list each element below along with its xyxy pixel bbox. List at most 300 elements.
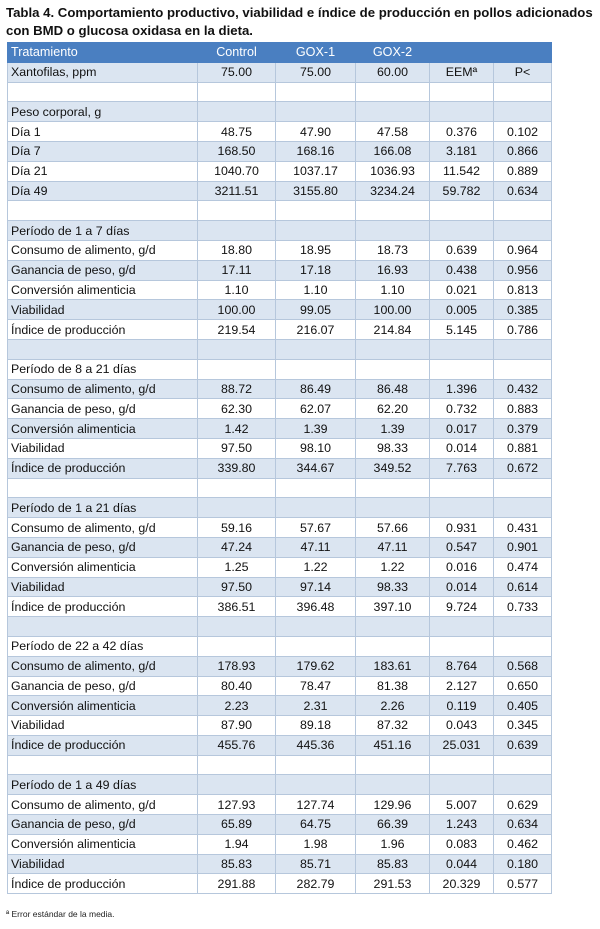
cell-eem: 7.763 <box>430 458 494 478</box>
cell-gox-1 <box>276 102 356 122</box>
cell-gox-2: 451.16 <box>356 735 430 755</box>
cell-treatment: Conversión alimenticia <box>8 557 198 577</box>
table-row <box>8 577 552 597</box>
cell-control: 1.10 <box>198 280 276 300</box>
cell-p-value <box>494 636 552 656</box>
cell-gox-2: 2.26 <box>356 696 430 716</box>
cell-eem: 0.014 <box>430 577 494 597</box>
cell-gox-1: 1.10 <box>276 280 356 300</box>
cell-gox-1 <box>276 221 356 241</box>
cell-treatment: Viabilidad <box>8 716 198 736</box>
cell-eem <box>430 43 494 63</box>
cell-eem: 0.639 <box>430 240 494 260</box>
cell-treatment: Período de 1 a 7 días <box>8 221 198 241</box>
cell-gox-1: 1.98 <box>276 834 356 854</box>
cell-treatment: Índice de producción <box>8 874 198 894</box>
cell-eem: 0.017 <box>430 419 494 439</box>
cell-treatment <box>8 82 198 102</box>
cell-control: 386.51 <box>198 597 276 617</box>
cell-gox-1: 168.16 <box>276 141 356 161</box>
table-row <box>8 379 552 399</box>
cell-eem: 8.764 <box>430 656 494 676</box>
cell-gox-1: 1.39 <box>276 419 356 439</box>
cell-treatment: Ganancia de peso, g/d <box>8 676 198 696</box>
cell-p-value: 0.634 <box>494 815 552 835</box>
cell-treatment: Período de 8 a 21 días <box>8 359 198 379</box>
cell-gox-1: 18.95 <box>276 240 356 260</box>
cell-gox-1: 62.07 <box>276 399 356 419</box>
cell-gox-2: 291.53 <box>356 874 430 894</box>
cell-treatment: Peso corporal, g <box>8 102 198 122</box>
cell-eem: 0.005 <box>430 300 494 320</box>
cell-gox-1 <box>276 201 356 221</box>
cell-gox-1 <box>276 775 356 795</box>
cell-treatment: Conversión alimenticia <box>8 280 198 300</box>
table-row <box>8 201 552 221</box>
cell-control: 339.80 <box>198 458 276 478</box>
cell-gox-1: GOX-1 <box>276 43 356 63</box>
cell-gox-2: 349.52 <box>356 458 430 478</box>
cell-gox-1 <box>276 617 356 637</box>
table-row <box>8 458 552 478</box>
cell-gox-2: 129.96 <box>356 795 430 815</box>
cell-p-value <box>494 102 552 122</box>
table-header-row <box>8 43 552 63</box>
cell-control: 80.40 <box>198 676 276 696</box>
cell-gox-2: 100.00 <box>356 300 430 320</box>
cell-gox-2: 183.61 <box>356 656 430 676</box>
data-table <box>7 42 552 894</box>
cell-control <box>198 755 276 775</box>
cell-treatment: Viabilidad <box>8 438 198 458</box>
cell-p-value <box>494 755 552 775</box>
table-row <box>8 557 552 577</box>
table-row <box>8 735 552 755</box>
cell-eem: 0.931 <box>430 518 494 538</box>
table-row <box>8 755 552 775</box>
cell-gox-1 <box>276 636 356 656</box>
cell-p-value <box>494 82 552 102</box>
table-row <box>8 597 552 617</box>
cell-eem <box>430 478 494 498</box>
cell-gox-2: 18.73 <box>356 240 430 260</box>
cell-p-value: 0.629 <box>494 795 552 815</box>
cell-treatment: Día 1 <box>8 122 198 142</box>
cell-p-value: 0.813 <box>494 280 552 300</box>
cell-gox-1: 89.18 <box>276 716 356 736</box>
cell-control: 18.80 <box>198 240 276 260</box>
cell-treatment: Ganancia de peso, g/d <box>8 537 198 557</box>
cell-p-value: 0.568 <box>494 656 552 676</box>
cell-eem <box>430 775 494 795</box>
cell-eem <box>430 617 494 637</box>
cell-control: 59.16 <box>198 518 276 538</box>
cell-gox-1: 216.07 <box>276 320 356 340</box>
cell-gox-2: 1.22 <box>356 557 430 577</box>
cell-treatment: Día 49 <box>8 181 198 201</box>
cell-eem: EEMª <box>430 62 494 82</box>
table-row <box>8 518 552 538</box>
cell-eem: 1.243 <box>430 815 494 835</box>
cell-gox-1 <box>276 359 356 379</box>
cell-p-value: 0.733 <box>494 597 552 617</box>
cell-p-value <box>494 498 552 518</box>
cell-gox-1: 98.10 <box>276 438 356 458</box>
table-row <box>8 419 552 439</box>
cell-gox-1: 2.31 <box>276 696 356 716</box>
cell-treatment: Consumo de alimento, g/d <box>8 795 198 815</box>
cell-p-value: 0.786 <box>494 320 552 340</box>
cell-gox-2: 1.96 <box>356 834 430 854</box>
cell-gox-2 <box>356 339 430 359</box>
cell-control: 178.93 <box>198 656 276 676</box>
cell-eem <box>430 201 494 221</box>
cell-eem <box>430 339 494 359</box>
cell-p-value: 0.964 <box>494 240 552 260</box>
table-row <box>8 161 552 181</box>
cell-gox-2: 98.33 <box>356 438 430 458</box>
cell-control: 85.83 <box>198 854 276 874</box>
cell-eem: 0.083 <box>430 834 494 854</box>
cell-treatment: Índice de producción <box>8 320 198 340</box>
cell-control: 1.25 <box>198 557 276 577</box>
cell-treatment: Ganancia de peso, g/d <box>8 815 198 835</box>
cell-treatment: Período de 1 a 49 días <box>8 775 198 795</box>
cell-gox-1: 99.05 <box>276 300 356 320</box>
cell-control: 1.42 <box>198 419 276 439</box>
cell-treatment: Día 21 <box>8 161 198 181</box>
cell-p-value <box>494 43 552 63</box>
cell-eem <box>430 221 494 241</box>
cell-treatment: Viabilidad <box>8 854 198 874</box>
table-row <box>8 537 552 557</box>
cell-gox-1 <box>276 339 356 359</box>
cell-treatment: Ganancia de peso, g/d <box>8 399 198 419</box>
cell-control: 219.54 <box>198 320 276 340</box>
cell-p-value: 0.881 <box>494 438 552 458</box>
cell-gox-1 <box>276 82 356 102</box>
cell-p-value: 0.385 <box>494 300 552 320</box>
cell-p-value: 0.432 <box>494 379 552 399</box>
cell-gox-2: 57.66 <box>356 518 430 538</box>
table-row <box>8 656 552 676</box>
table-caption: Tabla 4. Comportamiento productivo, viabilidad e índice de producción en pollos adicionados con BMD o glucosa oxidasa en la dieta. <box>6 5 593 38</box>
cell-gox-1: 97.14 <box>276 577 356 597</box>
cell-control: 75.00 <box>198 62 276 82</box>
cell-treatment: Xantofilas, ppm <box>8 62 198 82</box>
cell-p-value: 0.634 <box>494 181 552 201</box>
cell-control <box>198 498 276 518</box>
cell-treatment <box>8 755 198 775</box>
cell-gox-2 <box>356 82 430 102</box>
cell-treatment: Viabilidad <box>8 300 198 320</box>
cell-control <box>198 82 276 102</box>
cell-control <box>198 478 276 498</box>
cell-p-value <box>494 359 552 379</box>
cell-treatment: Día 7 <box>8 141 198 161</box>
cell-gox-2: 3234.24 <box>356 181 430 201</box>
cell-treatment: Consumo de alimento, g/d <box>8 656 198 676</box>
table-row <box>8 775 552 795</box>
cell-treatment: Índice de producción <box>8 735 198 755</box>
cell-gox-1: 86.49 <box>276 379 356 399</box>
cell-control: 65.89 <box>198 815 276 835</box>
cell-eem <box>430 498 494 518</box>
cell-gox-2: 214.84 <box>356 320 430 340</box>
cell-control: 88.72 <box>198 379 276 399</box>
cell-gox-2: 85.83 <box>356 854 430 874</box>
cell-control <box>198 201 276 221</box>
cell-control <box>198 359 276 379</box>
cell-eem: 59.782 <box>430 181 494 201</box>
table-row <box>8 221 552 241</box>
cell-gox-1 <box>276 755 356 775</box>
cell-treatment <box>8 339 198 359</box>
cell-control: 1040.70 <box>198 161 276 181</box>
cell-control: 47.24 <box>198 537 276 557</box>
cell-p-value: 0.462 <box>494 834 552 854</box>
cell-eem: 2.127 <box>430 676 494 696</box>
table-row <box>8 617 552 637</box>
cell-eem: 0.438 <box>430 260 494 280</box>
cell-p-value <box>494 339 552 359</box>
cell-gox-2 <box>356 221 430 241</box>
cell-p-value: 0.379 <box>494 419 552 439</box>
table-row <box>8 636 552 656</box>
cell-treatment: Consumo de alimento, g/d <box>8 240 198 260</box>
table-row <box>8 122 552 142</box>
cell-eem: 11.542 <box>430 161 494 181</box>
cell-gox-1: 47.90 <box>276 122 356 142</box>
table-row <box>8 102 552 122</box>
cell-eem <box>430 755 494 775</box>
cell-eem: 9.724 <box>430 597 494 617</box>
cell-p-value: 0.180 <box>494 854 552 874</box>
cell-gox-1 <box>276 498 356 518</box>
table-row <box>8 478 552 498</box>
cell-control <box>198 636 276 656</box>
cell-eem: 5.145 <box>430 320 494 340</box>
table-row <box>8 438 552 458</box>
cell-treatment: Viabilidad <box>8 577 198 597</box>
cell-eem <box>430 102 494 122</box>
cell-gox-1: 1037.17 <box>276 161 356 181</box>
table-row <box>8 359 552 379</box>
table-row <box>8 854 552 874</box>
cell-control <box>198 102 276 122</box>
table-row <box>8 141 552 161</box>
cell-p-value: 0.405 <box>494 696 552 716</box>
cell-gox-2 <box>356 755 430 775</box>
cell-gox-1: 75.00 <box>276 62 356 82</box>
cell-control: 17.11 <box>198 260 276 280</box>
cell-treatment: Índice de producción <box>8 458 198 478</box>
cell-eem <box>430 359 494 379</box>
cell-p-value: 0.614 <box>494 577 552 597</box>
cell-treatment: Período de 22 a 42 días <box>8 636 198 656</box>
table-row <box>8 82 552 102</box>
cell-gox-2: 98.33 <box>356 577 430 597</box>
cell-treatment: Ganancia de peso, g/d <box>8 260 198 280</box>
cell-p-value: P< <box>494 62 552 82</box>
table-row <box>8 676 552 696</box>
cell-gox-2: 62.20 <box>356 399 430 419</box>
cell-control: Control <box>198 43 276 63</box>
cell-gox-1: 78.47 <box>276 676 356 696</box>
cell-control: 100.00 <box>198 300 276 320</box>
cell-p-value: 0.577 <box>494 874 552 894</box>
cell-control: 291.88 <box>198 874 276 894</box>
cell-gox-1: 1.22 <box>276 557 356 577</box>
cell-gox-2: 166.08 <box>356 141 430 161</box>
cell-gox-2: 47.58 <box>356 122 430 142</box>
cell-control: 2.23 <box>198 696 276 716</box>
cell-gox-2 <box>356 359 430 379</box>
cell-control <box>198 775 276 795</box>
cell-gox-1: 127.74 <box>276 795 356 815</box>
table-row <box>8 716 552 736</box>
cell-p-value <box>494 775 552 795</box>
cell-gox-1: 47.11 <box>276 537 356 557</box>
cell-treatment: Período de 1 a 21 días <box>8 498 198 518</box>
cell-eem: 25.031 <box>430 735 494 755</box>
cell-p-value: 0.102 <box>494 122 552 142</box>
cell-eem: 0.119 <box>430 696 494 716</box>
cell-p-value: 0.956 <box>494 260 552 280</box>
cell-eem: 0.016 <box>430 557 494 577</box>
cell-treatment: Conversión alimenticia <box>8 696 198 716</box>
cell-gox-2: 47.11 <box>356 537 430 557</box>
cell-p-value: 0.866 <box>494 141 552 161</box>
cell-treatment: Índice de producción <box>8 597 198 617</box>
cell-eem: 20.329 <box>430 874 494 894</box>
table-row <box>8 260 552 280</box>
cell-p-value: 0.650 <box>494 676 552 696</box>
table-row <box>8 498 552 518</box>
cell-control: 62.30 <box>198 399 276 419</box>
cell-p-value <box>494 221 552 241</box>
cell-eem: 3.181 <box>430 141 494 161</box>
cell-gox-1: 282.79 <box>276 874 356 894</box>
cell-gox-2: 87.32 <box>356 716 430 736</box>
table-row <box>8 62 552 82</box>
cell-gox-1: 85.71 <box>276 854 356 874</box>
cell-gox-2: 66.39 <box>356 815 430 835</box>
cell-eem: 1.396 <box>430 379 494 399</box>
cell-gox-2 <box>356 775 430 795</box>
cell-gox-2: 16.93 <box>356 260 430 280</box>
table-row <box>8 339 552 359</box>
cell-gox-1: 17.18 <box>276 260 356 280</box>
cell-eem: 0.021 <box>430 280 494 300</box>
table-row <box>8 320 552 340</box>
cell-gox-1: 396.48 <box>276 597 356 617</box>
cell-control: 87.90 <box>198 716 276 736</box>
cell-treatment <box>8 478 198 498</box>
table-row <box>8 240 552 260</box>
cell-gox-1: 57.67 <box>276 518 356 538</box>
cell-eem: 0.376 <box>430 122 494 142</box>
cell-p-value: 0.889 <box>494 161 552 181</box>
table-row <box>8 300 552 320</box>
cell-eem: 5.007 <box>430 795 494 815</box>
cell-gox-2 <box>356 617 430 637</box>
cell-eem: 0.014 <box>430 438 494 458</box>
cell-gox-2 <box>356 498 430 518</box>
cell-gox-2: 1.10 <box>356 280 430 300</box>
cell-control <box>198 339 276 359</box>
cell-treatment: Consumo de alimento, g/d <box>8 379 198 399</box>
cell-eem <box>430 636 494 656</box>
cell-eem: 0.732 <box>430 399 494 419</box>
cell-treatment <box>8 617 198 637</box>
cell-gox-2: 86.48 <box>356 379 430 399</box>
table-row <box>8 834 552 854</box>
cell-eem <box>430 82 494 102</box>
cell-control: 1.94 <box>198 834 276 854</box>
table-row <box>8 696 552 716</box>
cell-treatment: Consumo de alimento, g/d <box>8 518 198 538</box>
cell-p-value: 0.474 <box>494 557 552 577</box>
cell-gox-1: 344.67 <box>276 458 356 478</box>
cell-p-value: 0.901 <box>494 537 552 557</box>
table-row <box>8 795 552 815</box>
table-row <box>8 399 552 419</box>
cell-gox-1: 445.36 <box>276 735 356 755</box>
cell-treatment <box>8 201 198 221</box>
cell-p-value: 0.883 <box>494 399 552 419</box>
cell-p-value <box>494 617 552 637</box>
cell-gox-1 <box>276 478 356 498</box>
cell-treatment: Conversión alimenticia <box>8 834 198 854</box>
cell-p-value <box>494 201 552 221</box>
cell-gox-1: 64.75 <box>276 815 356 835</box>
table-row <box>8 815 552 835</box>
cell-control: 3211.51 <box>198 181 276 201</box>
table-row <box>8 280 552 300</box>
footnote: ª Error estándar de la media. <box>6 909 115 919</box>
cell-gox-2 <box>356 478 430 498</box>
cell-p-value: 0.431 <box>494 518 552 538</box>
cell-p-value: 0.639 <box>494 735 552 755</box>
cell-gox-2: GOX-2 <box>356 43 430 63</box>
cell-eem: 0.043 <box>430 716 494 736</box>
table-row <box>8 874 552 894</box>
cell-p-value <box>494 478 552 498</box>
cell-p-value: 0.345 <box>494 716 552 736</box>
cell-gox-2: 1036.93 <box>356 161 430 181</box>
cell-control: 97.50 <box>198 577 276 597</box>
cell-control: 97.50 <box>198 438 276 458</box>
cell-gox-2: 397.10 <box>356 597 430 617</box>
cell-p-value: 0.672 <box>494 458 552 478</box>
cell-gox-1: 179.62 <box>276 656 356 676</box>
cell-control: 168.50 <box>198 141 276 161</box>
cell-eem: 0.547 <box>430 537 494 557</box>
cell-gox-2: 1.39 <box>356 419 430 439</box>
cell-gox-2: 60.00 <box>356 62 430 82</box>
cell-control <box>198 617 276 637</box>
cell-treatment: Tratamiento <box>8 43 198 63</box>
cell-control: 48.75 <box>198 122 276 142</box>
cell-gox-1: 3155.80 <box>276 181 356 201</box>
cell-control <box>198 221 276 241</box>
cell-gox-2: 81.38 <box>356 676 430 696</box>
cell-treatment: Conversión alimenticia <box>8 419 198 439</box>
cell-gox-2 <box>356 201 430 221</box>
cell-eem: 0.044 <box>430 854 494 874</box>
table-row <box>8 181 552 201</box>
